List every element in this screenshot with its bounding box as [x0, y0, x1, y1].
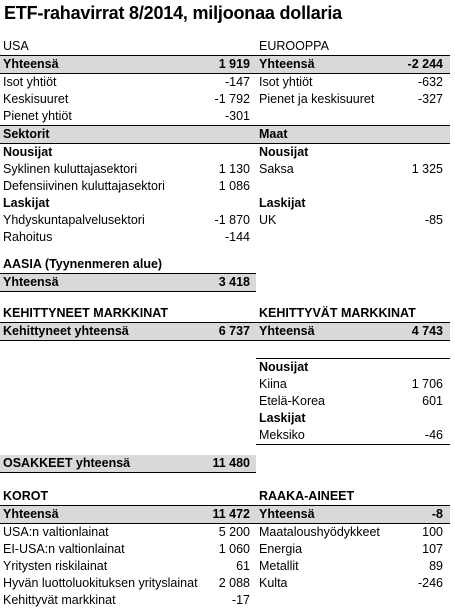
commodities-total-row: Yhteensä -8 [256, 506, 450, 524]
usa-fallers-label: Laskijat [3, 196, 50, 210]
developed-total-row: Kehittyneet yhteensä 6 737 [0, 323, 256, 341]
bonds-header: KOROT [0, 488, 256, 506]
table-row: Yhdyskuntapalvelusektori -1 870 [3, 213, 250, 227]
table-row: Pienet yhtiöt -301 [0, 108, 256, 126]
spacer-row [256, 108, 450, 126]
table-row: Defensiivinen kuluttajasektori 1 086 [3, 179, 250, 193]
emerging-risers-label: Nousijat [256, 358, 450, 376]
europe-countries-header: Maat [256, 126, 450, 144]
table-row: UK -85 [259, 213, 443, 227]
asia-header: AASIA (Tyynenmeren alue) [0, 256, 256, 274]
europe-fallers-label: Laskijat [259, 196, 306, 210]
table-row: Etelä-Korea 601 [259, 394, 443, 408]
usa-total-row: Yhteensä 1 919 [0, 56, 256, 74]
asia-section [0, 256, 256, 292]
europe-section [256, 38, 450, 229]
usa-header: USA [0, 38, 256, 56]
table-row: EI-USA:n valtionlainat 1 060 [3, 542, 250, 556]
developed-header: KEHITTYNEET MARKKINAT [0, 305, 256, 323]
europe-total-row: Yhteensä -2 244 [256, 56, 450, 74]
table-row: Syklinen kuluttajasektori 1 130 [3, 162, 250, 176]
developed-section [0, 305, 256, 341]
usa-risers-label: Nousijat [3, 145, 53, 159]
europe-risers-label: Nousijat [259, 145, 309, 159]
table-row: USA:n valtionlainat 5 200 [3, 525, 250, 539]
emerging-header: KEHITTYVÄT MARKKINAT [256, 305, 450, 323]
commodities-header: RAAKA-AINEET [256, 488, 450, 506]
table-row: Meksiko -46 [256, 427, 450, 445]
table-row: Yritysten riskilainat 61 [3, 559, 250, 573]
table-row: Kulta -246 [259, 576, 443, 590]
table-row: Hyvän luottoluokituksen yrityslainat 2 088 [3, 576, 250, 590]
table-row: Isot yhtiöt -147 [3, 75, 250, 89]
usa-section [0, 38, 256, 246]
page-title: ETF-rahavirrat 8/2014, miljoonaa dollaria [4, 3, 342, 23]
spacer-row [256, 178, 450, 195]
commodities-section [256, 488, 450, 592]
asia-total-row: Yhteensä 3 418 [0, 274, 256, 292]
spacer-row [256, 341, 450, 358]
table-row: Maataloushyödykkeet 100 [259, 525, 443, 539]
table-row: Kiina 1 706 [259, 377, 443, 391]
emerging-fallers-label: Laskijat [259, 411, 306, 425]
table-row: Metallit 89 [259, 559, 443, 573]
table-row: Saksa 1 325 [259, 162, 443, 176]
emerging-section [256, 305, 450, 445]
usa-sectors-header: Sektorit [0, 126, 256, 144]
bonds-total-row: Yhteensä 11 472 [0, 506, 256, 524]
bonds-section [0, 488, 256, 609]
table-row: Pienet ja keskisuuret -327 [259, 92, 443, 106]
table-row: Kehittyvät markkinat -17 [3, 593, 250, 607]
equities-total-row: OSAKKEET yhteensä 11 480 [0, 455, 256, 473]
equities-section [0, 455, 256, 473]
table-row: Isot yhtiöt -632 [259, 75, 443, 89]
table-row: Rahoitus -144 [3, 230, 250, 244]
table-row: Energia 107 [259, 542, 443, 556]
europe-header: EUROOPPA [256, 38, 450, 56]
emerging-total-row: Yhteensä 4 743 [256, 323, 450, 341]
table-row: Keskisuuret -1 792 [3, 92, 250, 106]
